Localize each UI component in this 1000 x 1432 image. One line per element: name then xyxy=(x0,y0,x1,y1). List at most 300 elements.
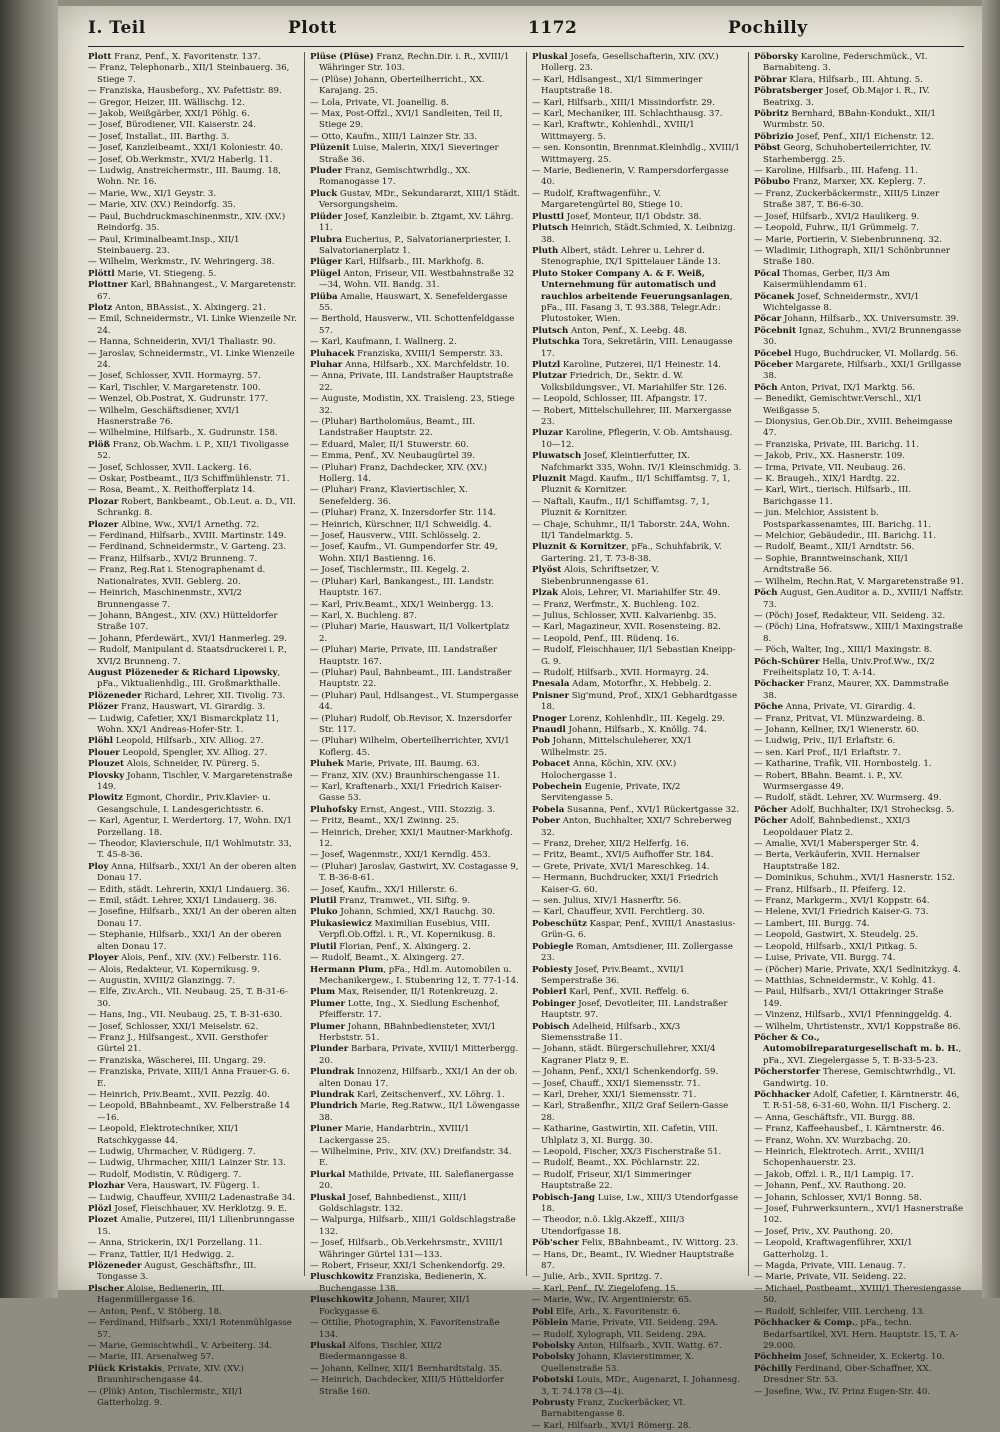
directory-entry xyxy=(88,120,298,131)
entry-name: Pöcal xyxy=(754,268,781,279)
entry-details: Anna, Hilfsarb., XX. Marchfeldstr. 10. xyxy=(342,359,510,370)
directory-entry xyxy=(532,588,742,599)
directory-entry xyxy=(754,235,964,246)
entry-name: Pnaudl xyxy=(532,724,566,735)
directory-entry xyxy=(310,645,520,668)
directory-entry xyxy=(310,98,520,109)
entry-details: Margarete, Hilfsarb., XXI/1 Grillgasse 38. xyxy=(763,359,962,382)
directory-entry xyxy=(754,873,964,884)
entry-details: Alois, Lehrer, VI. Mariahilfer Str. 49. xyxy=(558,588,721,599)
entry-details: Anton, Privat, IX/1 Marktg. 56. xyxy=(777,382,916,393)
directory-entry xyxy=(532,326,742,337)
directory-entry xyxy=(754,588,964,611)
entry-details: Josef, Fleischhauer, XV. Herklotzg. 9. E. xyxy=(111,1204,287,1215)
entry-details: Josef, Monteur, II/1 Obdstr. 38. xyxy=(564,211,702,222)
directory-entry xyxy=(88,1284,298,1307)
directory-entry xyxy=(754,1147,964,1170)
entry-details: , pFa., Schuhfabrik, V. Gartering. 21, T. 73-8-38. xyxy=(541,542,722,564)
directory-entry xyxy=(754,953,964,964)
entry-details: , pFa., Hdl.m. Automobilen u. Mechanikergew., I. Stubenring 12, T. 77-1-14. xyxy=(319,964,519,986)
directory-entry xyxy=(310,816,520,827)
entry-name: Plüba xyxy=(310,291,338,302)
directory-entry xyxy=(88,748,298,759)
entry-details: Lorenz, Kohlenhdlr., III. Kegelg. 29. xyxy=(566,713,726,724)
entry-details: — Walpurga, Hilfsarb., XIII/1 Goldschlagstraße 132. xyxy=(310,1215,516,1237)
entry-name: Plouzet xyxy=(88,759,125,770)
directory-entry xyxy=(88,736,298,747)
entry-details: Franz, Gemischtwrhdlg., XX. Romanogasse 17. xyxy=(319,166,471,188)
directory-entry xyxy=(88,771,298,794)
entry-details: — Josef, Schlosser, XVII. Lackerg. 16. xyxy=(88,462,252,473)
directory-entry xyxy=(754,109,964,132)
entry-details: — Johann, Kellner, IX/1 Wienerstr. 60. xyxy=(754,724,920,735)
entry-name: Pobeschütz xyxy=(532,918,587,929)
directory-entry xyxy=(754,269,964,292)
scanner-shadow-right xyxy=(982,0,1000,1298)
directory-entry xyxy=(88,1124,298,1147)
entry-name: Pöbrizio xyxy=(754,131,794,142)
entry-details: Georg, Schuhoberteilerrichter, IV. Starhembergg. 25. xyxy=(763,143,932,165)
directory-entry xyxy=(310,577,520,600)
entry-details: — (Pöcher) Marie, Private, XX/1 Sedlnitzkyg. 4. xyxy=(754,964,961,975)
directory-entry xyxy=(88,1170,298,1181)
directory-entry xyxy=(754,965,964,976)
entry-name: Plozar xyxy=(88,496,119,507)
entry-name: Plum xyxy=(310,987,336,998)
entry-details: — Franz, Hilfsarb., XVI/2 Brunneng. 7. xyxy=(88,553,258,564)
entry-details: Adolf, Buchhalter, IX/1 Strohecksg. 5. xyxy=(787,804,955,815)
directory-entry xyxy=(88,349,298,372)
entry-name: Hermann Plum xyxy=(310,964,384,975)
entry-details: — Josef, Schlosser, XVII. Hormayrg. 57. xyxy=(88,371,261,382)
directory-entry xyxy=(532,1341,742,1352)
entry-details: — Berthold, Hausverw., VII. Schottenfeldgasse 57. xyxy=(310,314,515,336)
directory-entry xyxy=(532,565,742,588)
directory-entry xyxy=(310,942,520,953)
entry-details: — Karl, Hilfsarb., XVI/1 Römerg. 28. xyxy=(532,1420,692,1431)
entry-name: Pluskal xyxy=(532,52,568,62)
directory-entry xyxy=(88,1193,298,1204)
directory-entry xyxy=(88,474,298,485)
directory-entry xyxy=(754,657,964,680)
entry-details: — Ludwig, Uhrmacher, V. Rüdigerg. 7. xyxy=(88,1147,256,1157)
directory-entry xyxy=(88,930,298,953)
entry-details: Karoline, Putzerei, II/1 Heinestr. 14. xyxy=(560,359,722,370)
entry-name: Plukasiewicz xyxy=(310,918,372,929)
entry-details: Johann, Tischler, V. Margaretenstraße 149. xyxy=(97,770,293,792)
entry-details: August, Geschäftsfhr., III. Tongasse 3. xyxy=(97,1261,257,1283)
directory-entry xyxy=(754,885,964,896)
directory-entry xyxy=(532,1124,742,1147)
entry-name: Pöcanek xyxy=(754,291,795,302)
entry-details: — Ferdinand, Schneidermstr., V. Garteng. 23. xyxy=(88,542,287,553)
entry-name: Pluschkowitz xyxy=(310,1295,374,1306)
entry-details: — Rudolf, Hilfsarb., XVII. Hormayrg. 24. xyxy=(532,667,709,678)
directory-entry xyxy=(754,554,964,577)
directory-entry xyxy=(532,600,742,611)
entry-name: Pöbrar xyxy=(754,74,787,85)
entry-details: Roman, Amtsdiener, III. Zollergasse 23. xyxy=(541,941,733,964)
directory-page xyxy=(58,6,982,1431)
entry-details: Innozenz, Hilfsarb., XXI/1 An der ob. alten Donau 17. xyxy=(319,1067,518,1089)
scanner-shadow-left xyxy=(0,0,58,1298)
entry-name: Pluskal xyxy=(310,1192,346,1203)
entry-details: Johann, Mittelschuleherer, XX/1 Wilhelmstr. 25. xyxy=(541,736,692,758)
directory-entry xyxy=(754,987,964,1010)
entry-name: Pöbst xyxy=(754,143,781,154)
entry-details: — Josef, Kaufm., XX/1 Hillerstr. 6. xyxy=(310,884,458,895)
directory-entry xyxy=(88,337,298,348)
entry-details: — Anton, Penf., V. Stöberg. 18. xyxy=(88,1306,222,1317)
entry-details: — Leopold, Penf., III. Rüdenq. 16. xyxy=(532,633,680,644)
directory-entry xyxy=(310,771,520,782)
entry-details: Ernst, Angest., VIII. Stozzig. 3. xyxy=(357,804,496,815)
entry-details: Franz, Zuckerbäcker, VI. Barnabitengasse 8. xyxy=(541,1397,686,1420)
entry-name: Plumer xyxy=(310,1021,346,1032)
directory-column-1 xyxy=(88,52,298,1408)
entry-details: — (Pluhar) Jaroslav, Gastwirt, XV. Costagasse 9, T. B-36-8-61. xyxy=(310,861,519,884)
entry-details: — Josef, Installat., III. Barthg. 3. xyxy=(88,131,230,142)
entry-details: — Heinrich, Maschinenmstr., XVI/2 Brunnengasse 7. xyxy=(88,588,242,610)
directory-entry xyxy=(532,736,742,759)
entry-name: Plundrak xyxy=(310,1067,355,1078)
directory-entry xyxy=(88,1318,298,1341)
directory-entry xyxy=(754,463,964,474)
entry-details: Adam, Motorfhr., X. Hebbelg. 2. xyxy=(569,679,712,690)
entry-details: — Hanna, Schneiderin, XVI/1 Thaliastr. 90. xyxy=(88,337,276,348)
directory-entry xyxy=(754,1227,964,1238)
directory-entry xyxy=(88,109,298,120)
directory-entry xyxy=(310,736,520,759)
entry-name: Pobinger xyxy=(532,998,576,1009)
entry-details: Max, Reisender, II/1 Rotenkreuzg. 2. xyxy=(335,987,498,998)
directory-entry xyxy=(310,1170,520,1193)
directory-entry xyxy=(754,451,964,462)
directory-entry xyxy=(88,189,298,200)
entry-details: Anna, Hilfsarb., XXI/1 An der oberen alten Donau 17. xyxy=(97,861,297,884)
entry-details: — Karl, Straßenfhr., XII/2 Graf Seilern-Gasse 28. xyxy=(532,1101,729,1123)
entry-name: Plüder xyxy=(310,211,342,222)
directory-entry xyxy=(754,1204,964,1227)
directory-entry xyxy=(532,1170,742,1193)
entry-details: Franz, Rechn.Dir. i. R., XVIII/1 Währinger Str. 103. xyxy=(319,52,510,74)
entry-details: — Ludwig, Priv., II/1 Erlaftstr. 6. xyxy=(754,736,896,747)
entry-details: Johann, Hilfsarb., X. Knöllg. 74. xyxy=(565,724,707,735)
entry-details: — Josef, Hausverw., VIII. Schlösselg. 2. xyxy=(310,531,481,542)
directory-entry xyxy=(532,1307,742,1318)
entry-details: — Oskar, Postbeamt., II/3 Schiffmühlenstr. 71. xyxy=(88,474,290,485)
entry-name: Pöcherstorfer xyxy=(754,1067,821,1078)
directory-entry xyxy=(532,782,742,805)
directory-entry xyxy=(310,1261,520,1272)
entry-details: — Ferdinand, Hilfsarb., XXI/1 Rotenmühlgasse 57. xyxy=(88,1318,292,1340)
entry-details: — Rudolf, Fleischhauer, II/1 Sebastian Kneipp-G. 9. xyxy=(532,645,736,667)
directory-entry xyxy=(88,896,298,907)
entry-name: Pobacet xyxy=(532,759,571,770)
directory-entry xyxy=(754,1067,964,1090)
entry-name: Pob xyxy=(532,736,550,747)
entry-name: Plundrak xyxy=(310,1089,355,1100)
directory-entry xyxy=(88,383,298,394)
entry-details: — jun. Melchior, Assistent b. Postsparkassenamtes, III. Barichg. 11. xyxy=(754,508,931,530)
first-entry-keyword: Plott xyxy=(288,18,337,38)
entry-details: — Gregor, Heizer, III. Wällischg. 12. xyxy=(88,97,245,108)
entry-details: — Heinrich, Dachdecker, XIII/5 Hütteldorfer Straße 160. xyxy=(310,1375,504,1397)
directory-entry xyxy=(532,919,742,942)
entry-details: Alois, Schriftsetzer, V. Siebenbrunnengasse 61. xyxy=(541,565,660,587)
entry-details: — Rudolf, Manipulant d. Staatsdruckerei i. P., XVI/2 Brunneng. 7. xyxy=(88,645,287,667)
entry-name: Plutzl xyxy=(532,359,561,370)
entry-details: — Johann, städt. Bürgerschullehrer, XXI/4 Kagraner Platz 9, E. xyxy=(532,1044,716,1066)
page-number: 1172 xyxy=(528,18,578,38)
directory-entry xyxy=(88,976,298,987)
entry-name: Plutil xyxy=(310,896,337,907)
entry-details: — Marie, Gemischtwhdl., V. Arbeiterg. 34. xyxy=(88,1340,273,1351)
directory-entry xyxy=(754,417,964,440)
entry-name: Plottner xyxy=(88,280,128,291)
entry-details: — Wenzel, Ob.Postrat, X. Gudrunstr. 177. xyxy=(88,394,269,405)
directory-entry xyxy=(310,394,520,417)
entry-name: Pnoger xyxy=(532,713,567,724)
entry-details: — Katharine, Trafik, VII. Hornbostelg. 1. xyxy=(754,759,932,770)
directory-entry xyxy=(88,1090,298,1101)
entry-details: — Marie, Private, VII. Seideng. 22. xyxy=(754,1272,907,1283)
entry-details: — (Pluhar) Franz, Klaviertischler, X. Senefelderg. 36. xyxy=(310,485,468,507)
entry-details: Amalie, Putzerei, III/1 Lilienbrunngasse 15. xyxy=(97,1215,295,1237)
entry-details: — Franz, Reg.Rat i. Stenographenamt d. Nationalrates, XVII. Geblerg. 20. xyxy=(88,565,266,587)
entry-details: — Josef, Ob.Werkmstr., XVI/2 Haberlg. 11. xyxy=(88,154,273,165)
directory-entry xyxy=(88,1307,298,1318)
entry-details: Elfe, Arb., X. Favoritenstr. 6. xyxy=(553,1306,681,1317)
directory-entry xyxy=(310,531,520,542)
directory-entry xyxy=(88,485,298,496)
entry-details: — Amalie, XVI/1 Mabersperger Str. 4. xyxy=(754,839,919,850)
directory-entry xyxy=(310,1124,520,1147)
directory-entry xyxy=(532,1044,742,1067)
entry-details: — Paul, Kriminalbeamt.Insp., XII/1 Steinbauerg. 23. xyxy=(88,234,240,256)
entry-details: — Wladimir, Lithograph, XII/1 Schönbrunner Straße 180. xyxy=(754,245,951,268)
entry-details: — Ludwig, Cafetier, XX/1 Bismarckplatz 11, Wohn. XX/1 Andreas-Hofer-Str. 1. xyxy=(88,713,279,735)
directory-entry xyxy=(88,588,298,611)
entry-name: Pöbubo xyxy=(754,177,790,188)
entry-details: — sen. Karl Prof., II/1 Erlaftstr. 7. xyxy=(754,747,901,758)
entry-details: — Fritz, Beamt., XVI/5 Aufhoffer Str. 184. xyxy=(532,850,714,861)
entry-details: , pFa., techn. Bedarfsartikel, XVI. Hern. Hauptstr. 15, T. A-29.000. xyxy=(763,1318,959,1351)
entry-details: — Irma, Private, VII. Neubaug. 26. xyxy=(754,462,906,473)
directory-entry xyxy=(88,1352,298,1363)
entry-details: Johann, Maurer, XII/1 Fockygasse 6. xyxy=(319,1295,471,1317)
directory-columns xyxy=(88,52,964,1431)
directory-entry xyxy=(754,907,964,918)
entry-name: Pluth xyxy=(532,245,559,256)
entry-details: Alois, Penf., XIV. (XV.) Felberstr. 116. xyxy=(118,953,282,964)
directory-entry xyxy=(310,109,520,132)
directory-entry xyxy=(754,440,964,451)
entry-details: Franziska, XVIII/1 Semperstr. 33. xyxy=(354,348,503,359)
directory-entry xyxy=(754,805,964,816)
entry-details: — Franz, Kaffeehausbef., I. Kärntnerstr. 46. xyxy=(754,1124,945,1135)
entry-name: Plüse (Plüse) xyxy=(310,52,374,62)
entry-details: — Leopold, Elektrotechniker, XII/1 Ratschkygasse 44. xyxy=(88,1124,240,1146)
directory-entry xyxy=(310,314,520,337)
directory-entry xyxy=(532,542,742,565)
directory-entry xyxy=(532,942,742,965)
entry-name: Pluko xyxy=(310,907,338,918)
entry-details: — Ferdinand, Hilfsarb., XVIII. Martinstr. 149. xyxy=(88,531,287,542)
entry-details: Franz, Marxer, XX. Keplerg. 7. xyxy=(789,177,926,188)
directory-entry xyxy=(754,166,964,177)
directory-column-3 xyxy=(532,52,742,1431)
entry-name: Pobrusty xyxy=(532,1397,575,1408)
entry-name: Plusttl xyxy=(532,211,565,222)
directory-entry xyxy=(754,736,964,747)
entry-details: — Eduard, Maler, II/1 Stuwerstr. 60. xyxy=(310,439,469,450)
entry-details: — Magda, Private, VIII. Lenaug. 7. xyxy=(754,1261,906,1272)
directory-entry xyxy=(754,143,964,166)
entry-name: Plözl xyxy=(88,1204,112,1215)
entry-name: Plüger xyxy=(310,257,342,268)
entry-name: August Plözeneder & Richard Lipowsky xyxy=(88,667,278,678)
directory-entry xyxy=(310,508,520,519)
entry-details: — Wilhelm, Uhrtistenstr., XVI/1 Koppstraße 86. xyxy=(754,1021,961,1032)
entry-details: Richard, Lehrer, XII. Tivolig. 73. xyxy=(141,690,286,701)
entry-details: — Franz, Pritvat, VI. Münzwardeing. 8. xyxy=(754,713,926,724)
entry-details: — (Pluhar) Franz, X. Inzersdorfer Str. 114. xyxy=(310,508,496,519)
entry-details: Leopold, Spengler, XV. Alliog. 27. xyxy=(119,747,268,758)
entry-details: — Theodor, Klavierschule, II/1 Wohlmutstr. 33, T. 45-8-36. xyxy=(88,839,292,861)
entry-name: Pluznit & Kornitzer xyxy=(532,542,626,553)
directory-entry xyxy=(754,485,964,508)
entry-details: — Emil, städt. Lehrer, XXI/1 Lindauerg. 36. xyxy=(88,896,277,907)
directory-entry xyxy=(88,668,298,691)
directory-entry xyxy=(88,885,298,896)
directory-entry xyxy=(310,1318,520,1341)
entry-details: — Anna, Geschäftsfr., VII. Burgg. 88. xyxy=(754,1112,916,1123)
entry-name: Ploy xyxy=(88,861,109,872)
directory-entry xyxy=(532,907,742,918)
directory-entry xyxy=(532,1352,742,1375)
directory-entry xyxy=(88,520,298,531)
directory-entry xyxy=(88,212,298,235)
directory-entry xyxy=(754,383,964,394)
entry-name: Pobierl xyxy=(532,987,567,998)
entry-details: Ferdinand, Ober-Schaffner, XX. Dresdner Str. 53. xyxy=(763,1363,932,1386)
entry-details: — Alois, Redakteur, VI. Kopernikusg. 9. xyxy=(88,964,260,975)
entry-name: Pöchheim xyxy=(754,1352,802,1363)
entry-name: Plozer xyxy=(88,519,119,530)
entry-details: — (Pluhar) Bartholomäus, Beamt., III. Landstraßer Hauptstr. 22. xyxy=(310,417,476,439)
directory-entry xyxy=(310,907,520,918)
directory-entry xyxy=(310,1238,520,1261)
directory-entry xyxy=(532,1193,742,1216)
entry-details: — Leopold, Hilfsarb., XXI/1 Pitkag. 5. xyxy=(754,941,918,952)
directory-entry xyxy=(310,1067,520,1090)
entry-details: — Pöch, Walter, Ing., XIII/1 Maxingstr. 8. xyxy=(754,645,933,656)
entry-name: Pöceber xyxy=(754,359,793,370)
entry-details: Josef, Ob.Major i. R., IV. Beatrixg. 3. xyxy=(763,86,930,108)
entry-details: — Karl, Magazineur, XVII. Rosensteing. 82. xyxy=(532,622,721,633)
entry-name: Plunder xyxy=(310,1044,349,1055)
directory-entry xyxy=(88,1341,298,1352)
entry-details: Johann, Hilfsarb., XX. Universumstr. 39. xyxy=(781,314,959,325)
directory-entry xyxy=(310,691,520,714)
directory-entry xyxy=(754,1124,964,1135)
entry-name: Pobolsky xyxy=(532,1352,575,1363)
entry-details: — Ludwig, Anstreichermstr., III. Baumg. 18, Wohn. Nr. 16. xyxy=(88,166,281,188)
entry-details: — Augustin, XVIII/2 Glanzingg. 7. xyxy=(88,975,236,986)
entry-details: — Karl, Chauffeur, XVII. Ferchtlerg. 30. xyxy=(532,907,705,918)
entry-name: Plurkal xyxy=(310,1169,346,1180)
entry-details: Johann, BBahnbediensteter, XVI/1 Herbststr. 51. xyxy=(319,1021,497,1043)
directory-entry xyxy=(754,930,964,941)
entry-name: Pluschkowitz xyxy=(310,1272,374,1283)
entry-name: Pluznit xyxy=(532,474,567,485)
directory-entry xyxy=(532,1284,742,1295)
entry-details: — Karl, Tischler, V. Margaretenstr. 100. xyxy=(88,382,261,393)
directory-entry xyxy=(754,86,964,109)
entry-details: Felix, BBahnbeamt., IV. Wittorg. 23. xyxy=(578,1238,739,1249)
directory-entry xyxy=(310,451,520,462)
directory-entry xyxy=(310,417,520,440)
entry-details: — Franz, Zuckerbäckermstr., XIII/5 Linzer Straße 387, T. B6-6-30. xyxy=(754,188,940,211)
entry-details: — Luise, Private, VII. Burgg. 74. xyxy=(754,953,896,964)
entry-details: — Marie, III. Arsenalweg 57. xyxy=(88,1352,214,1363)
entry-details: Amalie, Hauswart, X. Senefeldergasse 55. xyxy=(319,291,508,313)
directory-entry xyxy=(310,759,520,770)
directory-entry xyxy=(532,1158,742,1169)
entry-name: Pöcher xyxy=(754,816,788,827)
directory-entry xyxy=(532,999,742,1022)
entry-details: — (Pluhar) Franz, Dachdecker, XIV. (XV.) Hollerg. 14. xyxy=(310,462,487,485)
directory-entry xyxy=(310,1375,520,1398)
entry-details: Thomas, Gerber, II/3 Am Kaisermühlendamm 61. xyxy=(763,268,890,291)
directory-entry xyxy=(754,1113,964,1124)
directory-entry xyxy=(532,691,742,714)
directory-entry xyxy=(88,611,298,634)
entry-details: Josef, Schneider, X. Eckertg. 10. xyxy=(801,1352,945,1363)
directory-entry xyxy=(754,394,964,417)
directory-entry xyxy=(754,850,964,873)
entry-details: — Dionysius, Ger.Ob.Dir., XVIII. Beheimgasse 47. xyxy=(754,417,953,439)
directory-entry xyxy=(88,542,298,553)
entry-details: — (Pluhar) Karl, Bankangest., III. Landstr. Hauptstr. 167. xyxy=(310,576,495,599)
entry-details: Franz, Ob.Wachm. i. P., XII/1 Tivoligasse 52. xyxy=(97,439,289,462)
entry-details: — Josef, Wagenmstr., XXI/1 Kerndlg. 453. xyxy=(310,850,491,861)
entry-details: — Karl, Hdlsangest., XI/1 Simmeringer Hauptstraße 18. xyxy=(532,74,703,97)
entry-details: — Karl, Penf., IV. Ziegelofeng. 15. xyxy=(532,1283,679,1294)
directory-entry xyxy=(754,976,964,987)
entry-details: — Helene, XVI/1 Friedrich Kaiser-G. 73. xyxy=(754,907,929,918)
entry-details: — Anna, Strickerin, IX/1 Porzellang. 11. xyxy=(88,1238,263,1249)
directory-entry xyxy=(310,75,520,98)
entry-name: Pöblein xyxy=(532,1318,569,1329)
entry-details: Eucherius, P., Salvatorianerpriester, I. Salvatorianerplatz 1. xyxy=(319,234,511,256)
directory-entry xyxy=(88,1250,298,1261)
directory-entry xyxy=(532,451,742,474)
directory-entry xyxy=(310,166,520,189)
directory-entry xyxy=(532,1330,742,1341)
entry-details: — Auguste, Modistin, XX. Traisleng. 23, Stiege 32. xyxy=(310,394,515,416)
entry-details: — (Pöch) Lina, Hofratsww., XIII/1 Maxingstraße 8. xyxy=(754,622,963,644)
directory-entry xyxy=(532,520,742,543)
directory-entry xyxy=(754,816,964,839)
directory-entry xyxy=(310,257,520,268)
directory-entry xyxy=(754,349,964,360)
entry-name: Plouer xyxy=(88,747,120,758)
entry-details: — Hans, Ing., VII. Neubaug. 25, T. B-31-630. xyxy=(88,1010,283,1021)
entry-details: , Private, XIV. (XV.) Braunhirschengasse 44. xyxy=(97,1363,244,1386)
directory-entry xyxy=(532,805,742,816)
